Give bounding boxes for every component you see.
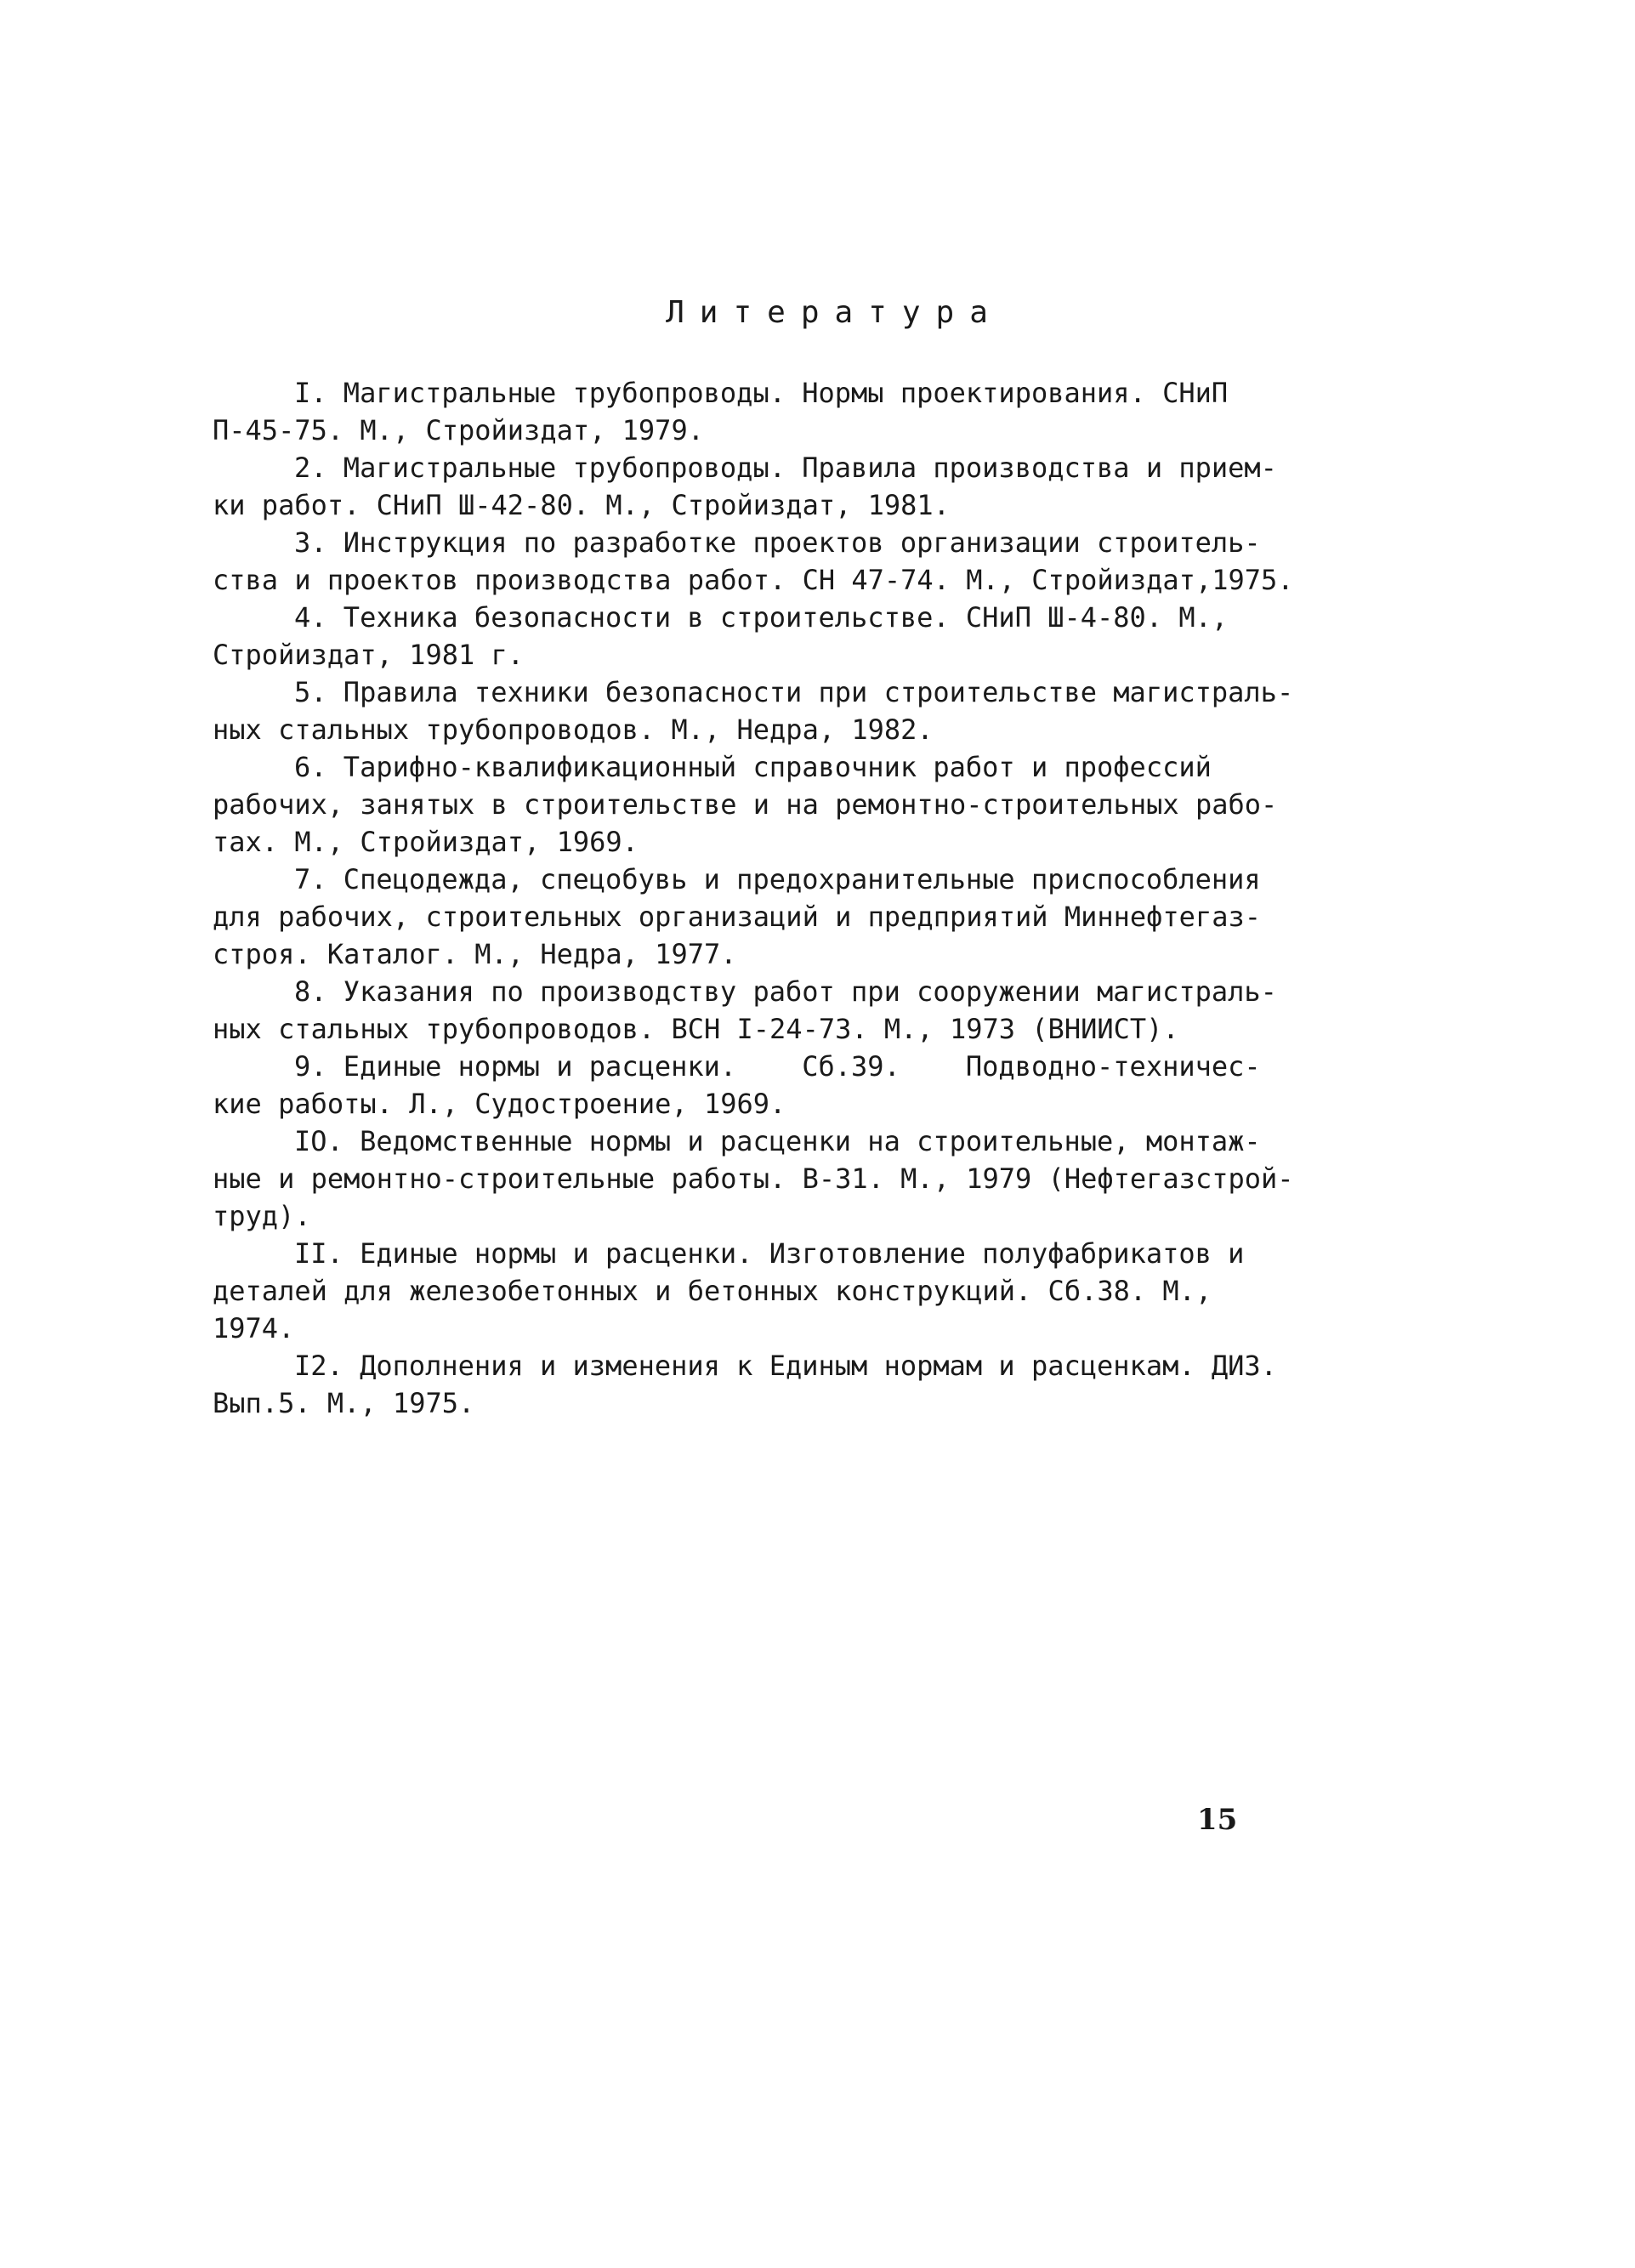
page-heading: Литература — [666, 295, 1003, 330]
reference-continuation-line: Стройиздат, 1981 г. — [213, 639, 525, 671]
reference-continuation-line: П-45-75. М., Стройиздат, 1979. — [213, 414, 704, 446]
reference-item — [213, 1235, 1292, 1347]
reference-continuation-line: ных стальных трубопроводов. ВСН I-24-73. М., 1973 (ВНИИСТ). — [213, 1013, 1179, 1045]
page-number: 15 — [1197, 1803, 1238, 1837]
reference-continuation-line: кие работы. Л., Судостроение, 1969. — [213, 1088, 786, 1120]
reference-first-line: 4. Техника безопасности в строительстве. СНиП Ш-4-80. М., — [294, 601, 1229, 634]
reference-item — [213, 748, 1292, 861]
reference-first-line: 9. Единые нормы и расценки. Сб.39. Подводно-техничес- — [294, 1050, 1261, 1083]
reference-list — [213, 374, 1292, 1422]
reference-first-line: 5. Правила техники безопасности при строительстве магистраль- — [294, 676, 1294, 708]
reference-item — [213, 1048, 1292, 1123]
reference-item — [213, 599, 1292, 674]
reference-item — [213, 374, 1292, 449]
reference-first-line: IO. Ведомственные нормы и расценки на строительные, монтаж- — [294, 1125, 1261, 1157]
reference-first-line: 8. Указания по производству работ при сооружении магистраль- — [294, 975, 1277, 1008]
reference-continuation-line: для рабочих, строительных организаций и предприятий Миннефтегаз- — [213, 901, 1261, 933]
reference-continuation-line: ных стальных трубопроводов. М., Недра, 1982. — [213, 713, 934, 746]
reference-continuation-line: ные и ремонтно-строительные работы. В-31. М., 1979 (Нефтегазстрой- — [213, 1162, 1294, 1195]
reference-continuation-line: труд). — [213, 1200, 311, 1232]
reference-item — [213, 1123, 1292, 1235]
reference-continuation-line: рабочих, занятых в строительстве и на ремонтно-строительных рабо- — [213, 788, 1278, 821]
reference-continuation-line: 1974. — [213, 1312, 295, 1344]
reference-first-line: I2. Дополнения и изменения к Единым нормам и расценкам. ДИЗ. — [294, 1350, 1277, 1382]
reference-item — [213, 1347, 1292, 1422]
reference-item — [213, 973, 1292, 1048]
reference-first-line: 6. Тарифно-квалификационный справочник работ и профессий — [294, 751, 1212, 783]
reference-first-line: 7. Спецодежда, спецобувь и предохранительные приспособления — [294, 863, 1261, 895]
reference-item — [213, 449, 1292, 524]
reference-item — [213, 861, 1292, 973]
reference-continuation-line: тах. М., Стройиздат, 1969. — [213, 826, 639, 858]
reference-continuation-line: ки работ. СНиП Ш-42-80. М., Стройиздат, 1981. — [213, 489, 950, 521]
reference-item — [213, 524, 1292, 599]
reference-item — [213, 674, 1292, 748]
reference-first-line: 2. Магистральные трубопроводы. Правила производства и прием- — [294, 452, 1277, 484]
reference-continuation-line: ства и проектов производства работ. СН 47-74. М., Стройиздат,1975. — [213, 564, 1294, 596]
reference-first-line: 3. Инструкция по разработке проектов организации строитель- — [294, 526, 1261, 559]
reference-continuation-line: деталей для железобетонных и бетонных конструкций. Сб.38. М., — [213, 1275, 1212, 1307]
reference-first-line: I. Магистральные трубопроводы. Нормы проектирования. СНиП — [294, 377, 1229, 409]
reference-continuation-line: строя. Каталог. М., Недра, 1977. — [213, 938, 737, 970]
reference-continuation-line: Вып.5. М., 1975. — [213, 1387, 475, 1419]
reference-first-line: II. Единые нормы и расценки. Изготовление полуфабрикатов и — [294, 1237, 1245, 1270]
